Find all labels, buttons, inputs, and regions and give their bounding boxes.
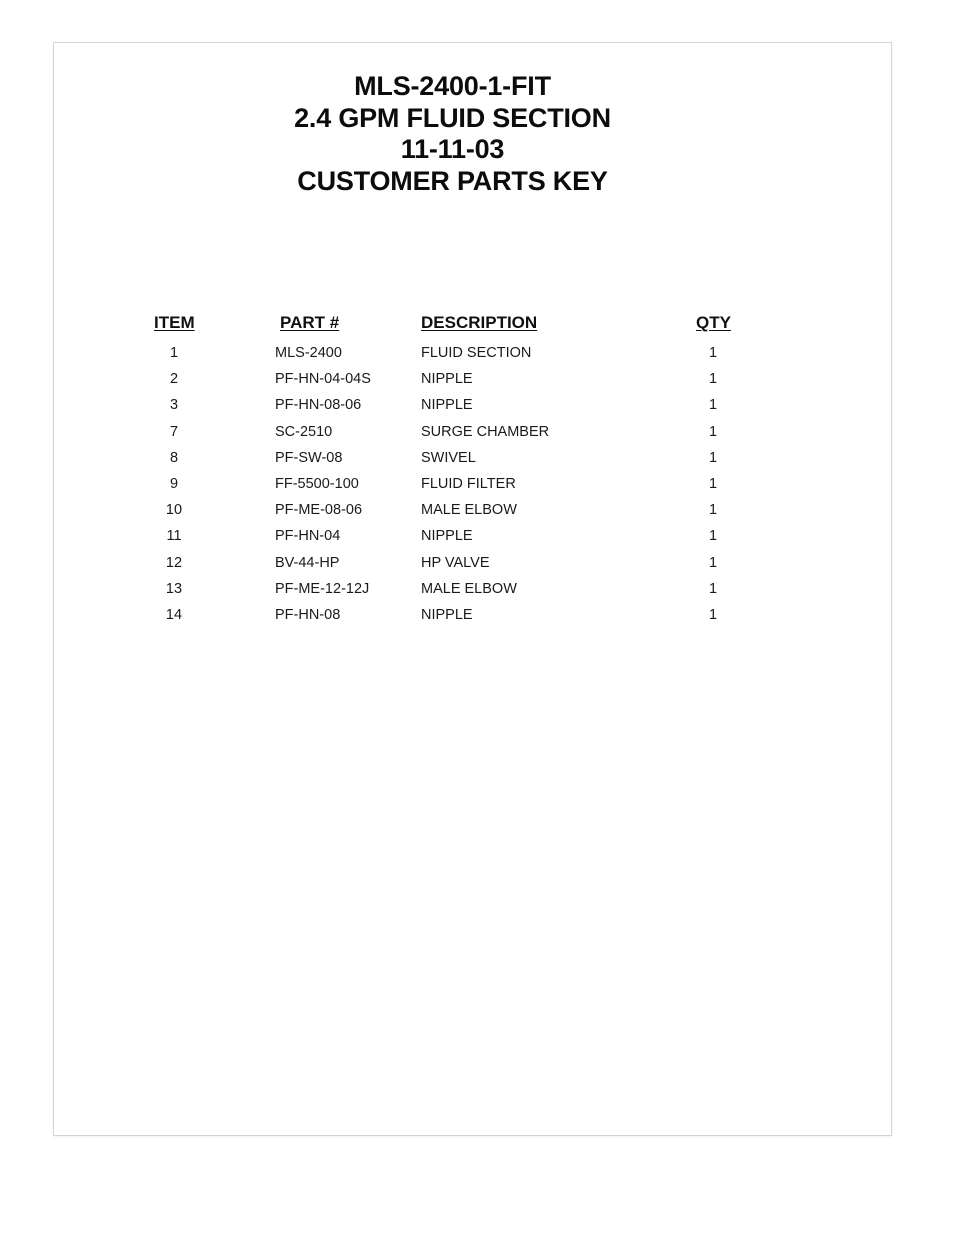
column-header-description: DESCRIPTION	[421, 313, 538, 332]
title-document-type: CUSTOMER PARTS KEY	[297, 165, 608, 196]
part-qty: 1	[708, 606, 718, 623]
item-number: 14	[165, 606, 183, 623]
part-number: FF-5500-100	[275, 475, 359, 492]
part-description: NIPPLE	[421, 528, 473, 545]
part-number: MLS-2400	[275, 345, 342, 361]
part-number: PF-HN-04-04S	[275, 371, 371, 388]
item-number: 12	[165, 554, 183, 571]
column-header-part: PART #	[280, 313, 340, 332]
part-qty: 1	[708, 345, 718, 361]
part-number: PF-ME-08-06	[275, 502, 363, 519]
table-row	[54, 345, 893, 371]
parts-table-body	[54, 345, 893, 633]
table-row	[54, 450, 893, 476]
item-number: 10	[165, 502, 183, 519]
part-description: NIPPLE	[421, 397, 473, 414]
title-model-number: MLS-2400-1-FIT	[354, 71, 551, 101]
part-qty: 1	[708, 475, 718, 492]
item-number: 7	[169, 423, 179, 440]
part-number: PF-SW-08	[275, 449, 343, 466]
part-description: FLUID SECTION	[421, 345, 532, 361]
part-number: PF-HN-08-06	[275, 397, 362, 414]
item-number: 11	[166, 528, 182, 545]
part-description: MALE ELBOW	[421, 502, 517, 519]
item-number: 2	[169, 371, 179, 388]
table-row	[54, 397, 893, 423]
part-qty: 1	[708, 554, 718, 571]
document-title	[54, 71, 851, 197]
part-number: PF-HN-08	[275, 606, 341, 623]
title-date: 11-11-03	[400, 134, 505, 164]
table-row	[54, 476, 893, 502]
part-description: NIPPLE	[421, 606, 473, 623]
table-row	[54, 371, 893, 397]
part-number: BV-44-HP	[275, 554, 340, 571]
part-description: SWIVEL	[421, 449, 476, 466]
item-number: 8	[169, 449, 179, 466]
table-row	[54, 528, 893, 554]
column-header-qty: QTY	[696, 313, 731, 332]
item-number: 1	[169, 345, 179, 361]
item-number: 3	[169, 397, 179, 414]
table-row	[54, 607, 893, 633]
table-row	[54, 581, 893, 607]
part-number: SC-2510	[275, 423, 333, 440]
part-description: SURGE CHAMBER	[421, 423, 550, 440]
part-qty: 1	[708, 371, 718, 388]
part-qty: 1	[708, 449, 718, 466]
part-qty: 1	[708, 502, 718, 519]
part-qty: 1	[708, 423, 718, 440]
part-number: PF-ME-12-12J	[275, 580, 370, 597]
part-qty: 1	[708, 397, 718, 414]
part-description: FLUID FILTER	[421, 475, 516, 492]
part-number: PF-HN-04	[275, 528, 341, 545]
column-header-item: ITEM	[154, 313, 195, 332]
item-number: 9	[169, 475, 179, 492]
part-qty: 1	[708, 580, 718, 597]
table-row	[54, 502, 893, 528]
table-row	[54, 424, 893, 450]
table-row	[54, 555, 893, 581]
part-qty: 1	[708, 528, 718, 545]
document-page	[53, 42, 892, 1136]
part-description: MALE ELBOW	[421, 580, 517, 597]
part-description: HP VALVE	[421, 554, 490, 571]
title-section-name: 2.4 GPM FLUID SECTION	[294, 102, 611, 133]
item-number: 13	[165, 580, 183, 597]
part-description: NIPPLE	[421, 371, 473, 388]
